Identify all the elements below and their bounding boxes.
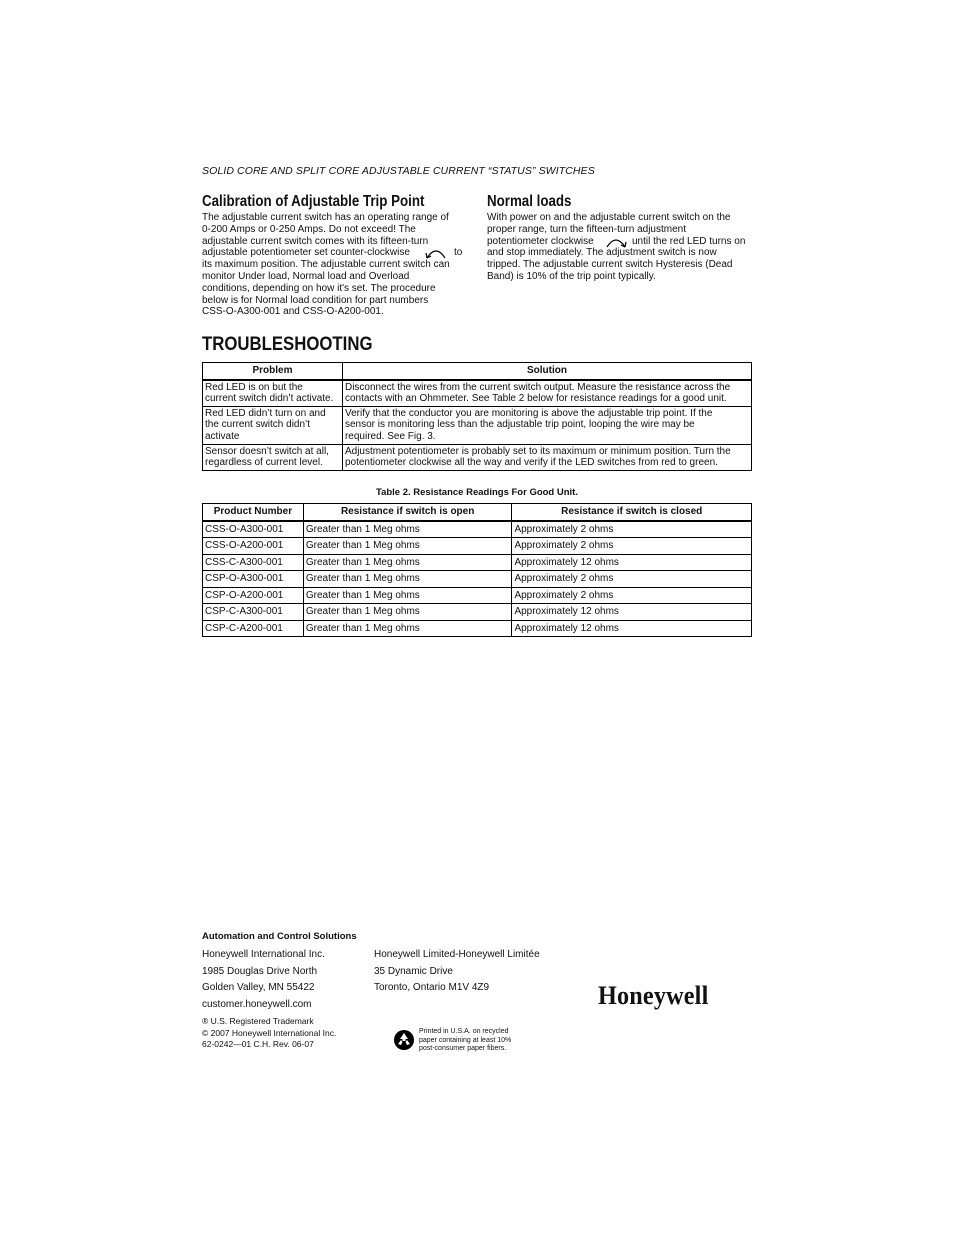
closed-resistance-cell: Approximately 2 ohms [512,571,752,588]
running-head: SOLID CORE AND SPLIT CORE ADJUSTABLE CURRENT “STATUS” SWITCHES [202,165,595,177]
open-resistance-cell: Greater than 1 Meg ohms [303,604,512,621]
table-row [203,554,752,571]
calibration-line: 0-200 Amps or 0-250 Amps. Do not exceed! The [202,223,416,235]
cell-line: the current switch didn’t [205,419,311,431]
problem-cell [203,380,343,407]
product-number-cell: CSS-C-A300-001 [203,554,304,571]
normal-loads-heading: Normal loads [487,193,572,210]
normal-loads-line: tripped. The adjustable current switch Hysteresis (Dead [487,259,733,271]
honeywell-logo: Honeywell [598,981,709,1010]
calibration-line: monitor Under load, Normal load and Overload [202,270,410,282]
website-link[interactable]: customer.honeywell.com [202,998,312,1010]
cell-line: required. See Fig. 3. [344,430,436,442]
column-header: Solution [342,363,751,380]
table-row [203,587,752,604]
recycled-paper-notice [419,1028,511,1054]
recycled-line: paper containing at least 10% [419,1036,512,1044]
calibration-line: its maximum position. The adjustable current switch can [202,259,450,271]
cell-line: potentiometer clockwise all the way and verify if the LED switches from red to green. [344,457,718,469]
address-line: 35 Dynamic Drive [374,965,453,977]
normal-loads-line: With power on and the adjustable current switch on the [487,212,731,223]
normal-loads-line [487,236,757,248]
cell-line: Red LED is on but the [205,381,303,393]
calibration-line: CSS-O-A300-001 and CSS-O-A200-001. [202,306,384,318]
calibration-line: conditions, depending on how it's set. The procedure [202,282,436,294]
address-line: Golden Valley, MN 55422 [202,982,315,993]
normal-loads-paragraph [487,212,757,283]
closed-resistance-cell: Approximately 12 ohms [512,604,752,621]
cell-line: regardless of current level. [205,457,323,469]
open-resistance-cell: Greater than 1 Meg ohms [303,587,512,604]
us-address [202,947,325,1013]
calibration-line: The adjustable current switch has an operating range of [202,212,449,223]
column-header: Product Number [203,504,304,521]
product-number-cell: CSP-C-A300-001 [203,604,304,621]
problem-cell [203,444,343,470]
cell-line: Sensor doesn’t switch at all, [205,445,329,457]
open-resistance-cell: Greater than 1 Meg ohms [303,620,512,637]
calibration-heading: Calibration of Adjustable Trip Point [202,193,425,210]
product-number-cell: CSP-O-A200-001 [203,587,304,604]
product-number-cell: CSS-O-A200-001 [203,538,304,555]
solution-cell [342,444,751,470]
counter-clockwise-arrow-icon [424,246,448,264]
resistance-table [202,503,752,637]
recycled-line: Printed in U.S.A. on recycled [419,1028,509,1035]
recycled-line: post-consumer paper fibers. [419,1045,507,1053]
table2-caption: Table 2. Resistance Readings For Good Unit. [375,487,578,498]
calibration-line: below is for Normal load condition for part numbers [202,294,429,306]
troubleshooting-section [202,333,400,356]
address-line: Honeywell International Inc. [202,949,325,960]
recycle-icon [393,1029,415,1056]
legal-line: 62-0242—01 C.H. Rev. 06-07 [202,1039,314,1049]
closed-resistance-cell: Approximately 2 ohms [512,538,752,555]
cell-line: current switch didn’t activate. [205,393,334,405]
table-row [203,444,752,470]
legal-line: © 2007 Honeywell International Inc. [202,1027,337,1038]
closed-resistance-cell: Approximately 12 ohms [512,554,752,571]
open-resistance-cell: Greater than 1 Meg ohms [303,521,512,538]
cell-line: Adjustment potentiometer is probably set to its maximum or minimum position. Turn the [344,445,731,457]
address-line: Toronto, Ontario M1V 4Z9 [374,982,490,993]
table-row [203,406,752,444]
calibration-line: adjustable current switch comes with its fifteen-turn [202,235,429,247]
product-number-cell: CSP-C-A200-001 [203,620,304,637]
closed-resistance-cell: Approximately 2 ohms [512,521,752,538]
legal-line: ® U.S. Registered Trademark [202,1016,314,1026]
canada-address [374,947,540,997]
table-header-row [203,363,752,380]
table-row [203,538,752,555]
table-row [203,571,752,588]
calibration-section [202,193,461,211]
cell-line: Red LED didn’t turn on and [205,407,326,419]
normal-loads-line-text: until the red LED turns on [632,235,746,247]
cell-line: sensor is monitoring less than the adjustable trip point, looping the wire may be [344,419,695,431]
cell-line: contacts with an Ohmmeter. See Table 2 below for resistance readings for a good unit. [344,393,727,405]
normal-loads-line: and stop immediately. The adjustment switch is now [487,247,717,259]
table-header-row [203,504,752,521]
troubleshooting-heading: TROUBLESHOOTING [202,333,373,355]
calibration-line-text: to [454,247,463,259]
closed-resistance-cell: Approximately 2 ohms [512,587,752,604]
division-name: Automation and Control Solutions [202,931,357,942]
table-row [203,604,752,621]
clockwise-arrow-icon [604,235,628,253]
open-resistance-cell: Greater than 1 Meg ohms [303,538,512,555]
calibration-paragraph [202,212,467,318]
open-resistance-cell: Greater than 1 Meg ohms [303,554,512,571]
cell-line: Verify that the conductor you are monitoring is above the adjustable trip point. If the [344,407,713,419]
table-row [203,620,752,637]
problem-cell [203,406,343,444]
normal-loads-section [487,193,585,211]
product-number-cell: CSS-O-A300-001 [203,521,304,538]
column-header: Resistance if switch is closed [512,504,752,521]
normal-loads-line-text: potentiometer clockwise [487,235,594,247]
calibration-line [202,247,467,259]
cell-line: Disconnect the wires from the current switch output. Measure the resistance across the [344,381,731,393]
column-header: Problem [203,363,343,380]
normal-loads-line: Band) is 10% of the trip point typically. [487,270,656,282]
legal-notice [202,1016,336,1051]
open-resistance-cell: Greater than 1 Meg ohms [303,571,512,588]
normal-loads-line: proper range, turn the fifteen-turn adjustment [487,223,687,235]
address-line: Honeywell Limited-Honeywell Limitée [374,949,540,960]
cell-line: activate [205,430,240,442]
product-number-cell: CSP-O-A300-001 [203,571,304,588]
closed-resistance-cell: Approximately 12 ohms [512,620,752,637]
troubleshooting-table [202,362,752,471]
calibration-line-text: adjustable potentiometer set counter-clockwise [202,247,410,259]
table-row [203,380,752,407]
solution-cell [342,380,751,407]
solution-cell [342,406,751,444]
address-line: 1985 Douglas Drive North [202,965,318,977]
table-row [203,521,752,538]
column-header: Resistance if switch is open [303,504,512,521]
